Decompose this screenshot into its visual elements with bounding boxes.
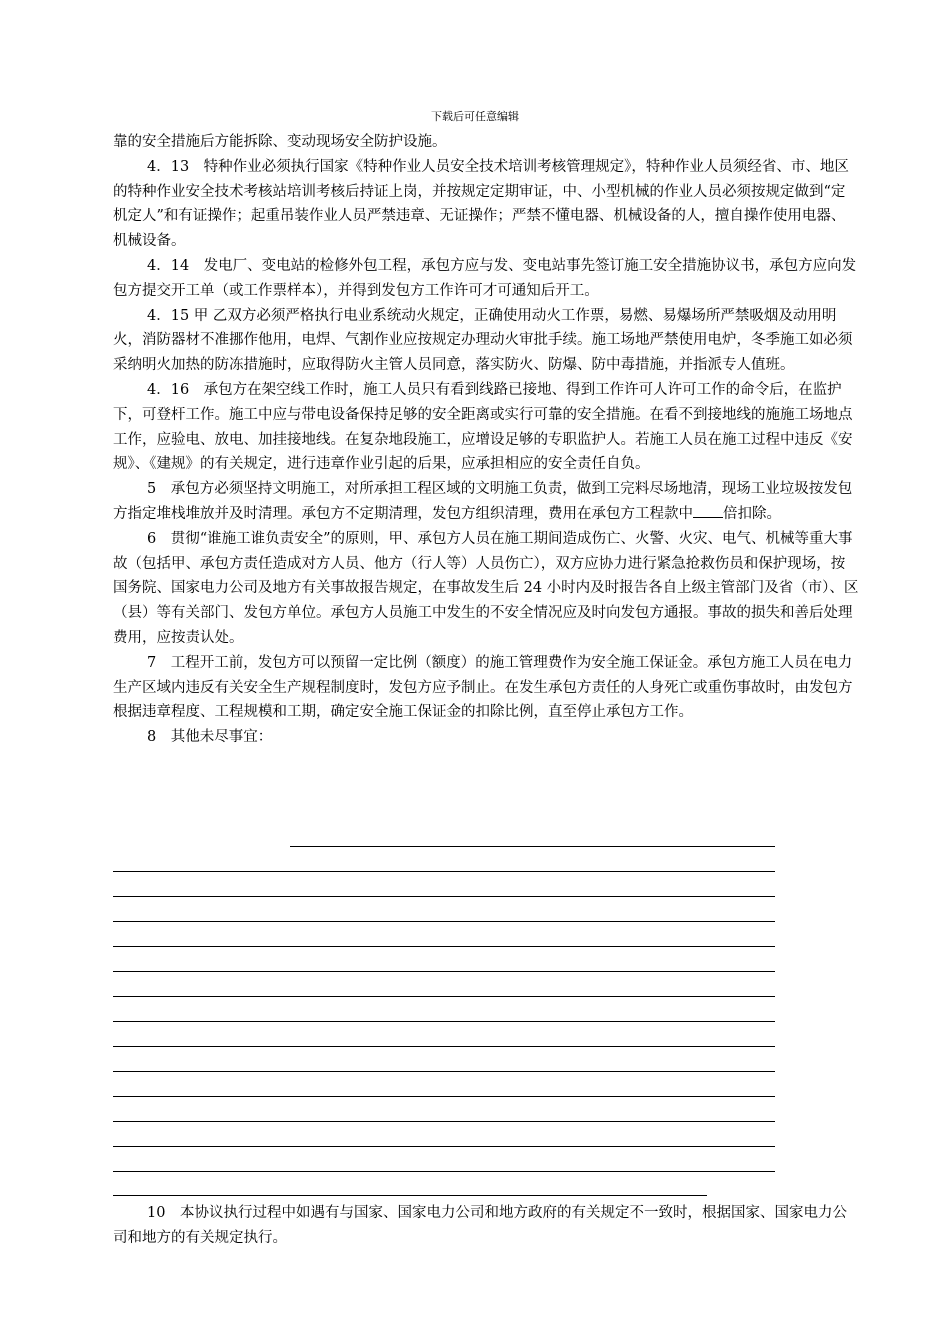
fill-line[interactable] — [113, 896, 775, 897]
paragraph-6: 6 贯彻“谁施工谁负责安全”的原则，甲、承包方人员在施工期间造成伤亡、火警、火灾、电气、机械等重大事故（包括甲、承包方责任造成对方人员、他方（行人等）人员伤亡），双方应协力进行紧急抢救伤员和保护现场，按国务院、国家电力公司及地方有关事故报告规定，在事故发生后 24 小时内及时报告各自上级主管部门及省（市）、区（县）等有关部门、发包方单位。承包方人员施工中发生的不安全情况应及时向发包方通报。事故的损失和善后处理费用，应按责认处。 — [113, 530, 859, 646]
fill-line[interactable] — [113, 1195, 707, 1196]
paragraph-4-14: 4．14 发电厂、变电站的检修外包工程，承包方应与发、变电站事先签订施工安全措施协议书，承包方应向发包方提交开工单（或工作票样本），并得到发包方工作许可才可通知后开工。 — [113, 257, 857, 299]
item-8-label: 8 其他未尽事宜： — [147, 729, 273, 746]
paragraph-10-text: 10 本协议执行过程中如遇有与国家、国家电力公司和地方政府的有关规定不一致时，根据国家、国家电力公司和地方的有关规定执行。 — [113, 1205, 847, 1246]
fill-line[interactable] — [113, 1021, 775, 1022]
paragraph-5-text: 5 承包方必须坚持文明施工，对所承担工程区域的文明施工负责，做到工完料尽场地清，现场工业垃圾按发包方指定堆栈堆放并及时清理。承包方不定期清理，发包方组织清理，费用在承包方工程款中 — [113, 481, 853, 522]
paragraph-7: 7 工程开工前，发包方可以预留一定比例（额度）的施工管理费作为安全施工保证金。承包方施工人员在电力生产区域内违反有关安全生产规程制度时，发包方应予制止。在发生承包方责任的人身死亡或重伤事故时，由发包方根据违章程度、工程规模和工期，确定安全施工保证金的扣除比例，直至停止承包方工作。 — [113, 654, 853, 721]
document-body — [113, 130, 859, 750]
fill-line[interactable] — [113, 1171, 775, 1172]
fill-line[interactable] — [290, 846, 775, 847]
fill-line[interactable] — [113, 1121, 775, 1122]
fill-line[interactable] — [113, 971, 775, 972]
fill-line[interactable] — [113, 871, 775, 872]
paragraph-4-16: 4．16 承包方在架空线工作时，施工人员只有看到线路已接地、得到工作许可人许可工作的命令后，在监护下，可登杆工作。施工中应与带电设备保持足够的安全距离或实行可靠的安全措施。在看不到接地线的施施工场地点工作，应验电、放电、加挂接地线。在复杂地段施工，应增设足够的专职监护人。若施工人员在施工过程中违反《安规》、《建规》的有关规定，进行违章作业引起的后果，应承担相应的安全责任自负。 — [113, 381, 853, 473]
fill-line[interactable] — [113, 1071, 775, 1072]
fill-line[interactable] — [113, 1096, 775, 1097]
fill-line[interactable] — [113, 1046, 775, 1047]
paragraph-4-13: 4．13 特种作业必须执行国家《特种作业人员安全技术培训考核管理规定》，特种作业人员须经省、市、地区的特种作业安全技术考核站培训考核后持证上岗，并按规定定期审证，中、小型机械的作业人员必须按规定做到“定机定人”和有证操作；起重吊装作业人员严禁违章、无证操作；严禁不懂电器、机械设备的人，擅自操作使用电器、机械设备。 — [113, 158, 849, 250]
paragraph-5 — [113, 477, 859, 527]
paragraph-continuation: 靠的安全措施后方能拆除、变动现场安全防护设施。 — [113, 134, 447, 150]
fill-line[interactable] — [113, 1146, 775, 1147]
fill-line[interactable] — [113, 921, 775, 922]
page-header: 下载后可任意编辑 — [431, 110, 519, 123]
paragraph-4-15: 4．15 甲 乙双方必须严格执行电业系统动火规定，正确使用动火工作票，易燃、易爆场所严禁吸烟及动用明火，消防器材不准挪作他用，电焊、气割作业应按规定办理动火审批手续。施工场地严禁使用电炉，冬季施工如必须采纳明火加热的防冻措施时，应取得防火主管人员同意，落实防火、防爆、防中毒措施，并指派专人值班。 — [113, 307, 853, 374]
fill-line[interactable] — [113, 946, 775, 947]
paragraph-5-tail: 倍扣除。 — [723, 505, 781, 522]
fill-line[interactable] — [113, 996, 775, 997]
blank-field[interactable] — [693, 503, 723, 518]
paragraph-10 — [113, 1201, 861, 1251]
